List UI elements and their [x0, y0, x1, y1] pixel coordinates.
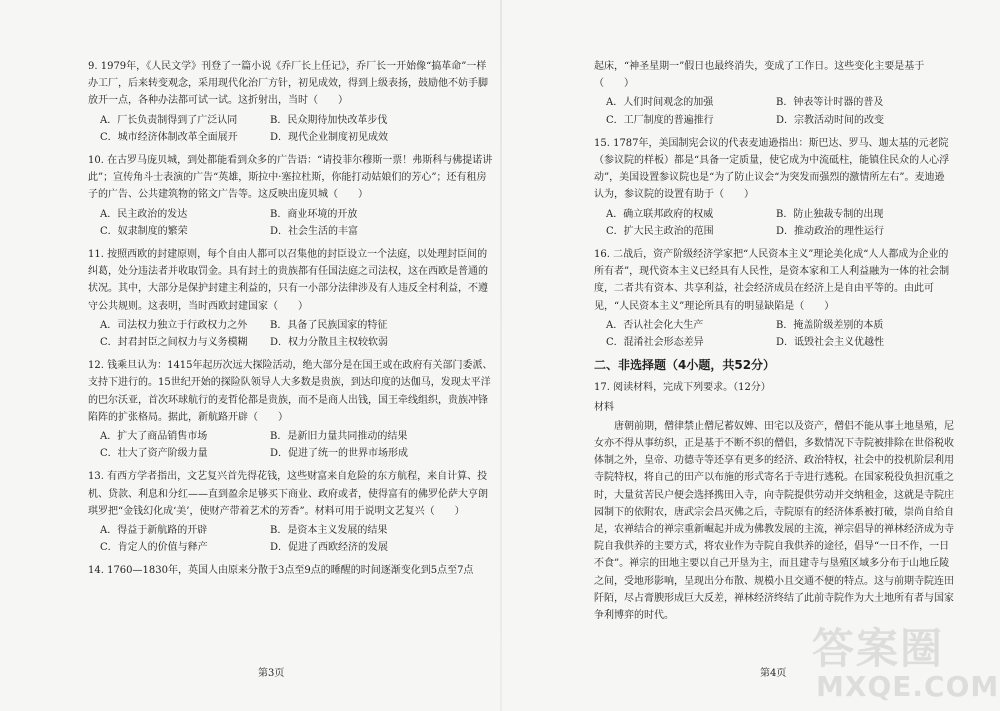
option-a: A．确立联邦政府的权威 — [606, 208, 714, 220]
option-a: A．否认社会化大生产 — [606, 319, 704, 331]
option-c: C．封君封臣之间权力与义务模糊 — [100, 337, 248, 349]
option-c: C．壮大了资产阶级力量 — [100, 448, 208, 460]
watermark-url: MXQE.COM — [816, 670, 1000, 703]
option-d: D．社会生活的丰富 — [270, 225, 359, 237]
page-number-right: 第4页 — [760, 668, 787, 679]
question-12 — [88, 357, 493, 462]
option-d: D．诋毁社会主义优越性 — [776, 337, 885, 349]
right-page — [594, 58, 954, 625]
question-stem: 17. 阅读材料，完成下列要求。（12分） — [594, 382, 771, 394]
options — [606, 94, 954, 128]
option-c: C．肯定人的价值与释产 — [100, 542, 208, 554]
question-stem: 15. 1787年，美国制宪会议的代表麦迪逊指出：斯巴达、罗马、迦太基的元老院（参议院的样板）都是“具备一定质量，使它成为中流砥柱，能镇住民众的人心浮动”，美国设置参议院也是“为了防止议会“为突发而强烈的激情所左右”。麦迪逊认为，参议院的设置有助于（ ） — [594, 137, 950, 201]
option-b: B．是资本主义发展的结果 — [270, 525, 388, 537]
section-title: 二、非选择题（4小题，共52分） — [594, 358, 776, 373]
options — [100, 317, 493, 351]
question-stem: 16. 二战后，资产阶级经济学家把“人民资本主义”理论美化成“人人都成为企业的所有者”，现代资本主义已经具有人民性，是资本家和工人利益融为一体的社会制度，二者共有资本、共享利益，社会经济成员在经济上是自由平等的。由此可见，“人民资本主义”理论所具有的明显缺陷是（ ） — [594, 249, 950, 312]
question-16 — [594, 246, 954, 351]
options — [100, 428, 493, 462]
option-b: B．掩盖阶级差别的本质 — [776, 319, 884, 331]
options — [100, 522, 493, 556]
option-c: C．工厂制度的普遍推行 — [606, 114, 714, 126]
options — [100, 112, 493, 146]
left-page — [88, 58, 493, 581]
option-c: C．扩大民主政治的范围 — [606, 225, 714, 237]
question-17 — [594, 379, 954, 624]
page-fold — [500, 0, 502, 711]
option-a: A．得益于新航路的开辟 — [100, 525, 208, 537]
question-10 — [88, 152, 493, 240]
question-13 — [88, 468, 493, 556]
question-stem: 13. 有西方学者指出，文艺复兴首先得花钱，这些财富来自危险的东方航程，来自计算、投机、贷款、利息和分红——直到盈余足够买下商业、政府或者，使得富有的佛罗伦萨大亨朗琪罗把“金钱幻化成‘美’，使财产带着艺术的芳香”。材料可用于说明文艺复兴（ ） — [88, 471, 488, 517]
question-9 — [88, 58, 493, 146]
option-a: A．扩大了商品销售市场 — [100, 431, 208, 443]
question-14-continued — [594, 58, 954, 129]
question-15 — [594, 135, 954, 240]
question-stem: 起床，“神圣星期一”假日也最终消失，变成了工作日。这些变化主要是基于（ ） — [594, 61, 925, 90]
option-a: A．厂长负责制得到了广泛认同 — [100, 114, 238, 126]
option-b: B．具备了民族国家的特征 — [270, 319, 388, 331]
option-b: B．是新旧力量共同推动的结果 — [270, 431, 408, 443]
page-number-left: 第3页 — [258, 668, 285, 679]
question-stem: 14. 1760—1830年，英国人由原来分散于3点至9点的睡醒的时间逐渐变化到5点至7点 — [88, 565, 474, 577]
question-stem: 10. 在古罗马庞贝城，到处都能看到众多的广告语：“请投菲尔穆斯一票！弗斯科与佛提诺讲此”；宣传角斗士表演的广告“英雄，斯拉中·塞拉杜斯，你能打动姑娘们的芳心”；还有租房子的广告、公共建筑物的铭文广告等。这反映出庞贝城（ ） — [88, 155, 493, 201]
option-d: D．促进了西欧经济的发展 — [270, 542, 389, 554]
option-a: A．民主政治的发达 — [100, 208, 188, 220]
option-b: B．民众期待加快改革步伐 — [270, 114, 388, 126]
question-14-start — [88, 562, 493, 579]
question-stem: 11. 按照西欧的封建原则，每个自由人都可以召集他的封臣设立一个法庭，以处理封臣间的纠葛，处分违法者并收取罚金。具有封土的贵族都有任国法庭之司法权，这在西欧是普通的状况。其中，大部分是保护封建主利益的，只有一小部分法律涉及有人违反全村利益，不遵守公共规则。这表明，当时西欧封建国家（ ） — [88, 249, 488, 312]
option-c: C．城市经济体制改革全面展开 — [100, 131, 238, 143]
option-d: D．宗教活动时间的改变 — [776, 114, 885, 126]
option-d: D．现代企业制度初见成效 — [270, 131, 389, 143]
option-b: B．防止独裁专制的出现 — [776, 208, 884, 220]
material-label: 材料 — [594, 401, 614, 413]
options — [606, 206, 954, 240]
option-c: C．奴隶制度的繁荣 — [100, 225, 188, 237]
option-d: D．促进了统一的世界市场形成 — [270, 448, 409, 460]
watermark-logo — [812, 612, 1000, 707]
option-a: A．司法权力独立于行政权力之外 — [100, 319, 248, 331]
option-c: C．混淆社会形态差异 — [606, 337, 704, 349]
option-b: B．商业环境的开放 — [270, 208, 358, 220]
option-d: D．权力分散且主权较软弱 — [270, 337, 389, 349]
option-d: D．推动政治的理性运行 — [776, 225, 885, 237]
option-a: A．人们时间观念的加强 — [606, 97, 714, 109]
question-stem: 9. 1979年，《人民文学》刊登了一篇小说《乔厂长上任记》，乔厂长一开始像“搞革命”一样办工厂，后来转变观念，采用现代化治厂方针，初见成效，得到上级表扬，鼓励他不妨手脚放开一点，各种办法都可试一试。这折射出，当时（ ） — [88, 61, 488, 107]
material-text: 唐朝前期，僧律禁止僧尼蓄奴婢、田宅以及资产，僧侣不能从事土地垦殖，尼女亦不得从事纺织，正是基于不断不织的僧侣，多数情况下寺院被排除在世俗税收体制之外，皇帝、功德寺等还享有更多的经济、政治特权，社会中的投机阶层利用寺院特权，将自己的田产以布施的形式寄名于寺进行逃税。在国家税役负担沉重之时，大量贫苦民户便会选择携田入寺，向寺院提供劳动并交纳租金，这就是寺院庄园制下的依附农，唐武宗会昌灭佛之后，寺院原有的经济体系被打破，崇尚自给自足，农禅结合的禅宗重新崛起并成为佛教发展的主流，禅宗倡导的禅林经济成为寺院自我供养的主要方式，将农业作为寺院自我供养的途径，倡导“一日不作，一日不食”。禅宗的田地主要以自己开垦为主，而且建寺与垦殖区域多分布于山地丘陵之间，受地形影响，呈现出分布散、规模小且交通不便的特点。这与前期寺院连田阡陌，尽占膏腴形成巨大反差，禅林经济终结了此前寺院作为大土地所有者与国家争利博弈的时代。 — [594, 420, 954, 622]
options — [606, 317, 954, 351]
watermark-text: 答案圈 — [812, 624, 945, 673]
option-b: B．钟表等计时器的普及 — [776, 97, 884, 109]
question-11 — [88, 246, 493, 351]
options — [100, 206, 493, 240]
question-stem: 12. 钱乘旦认为：1415年起历次远大探险活动，绝大部分是在国王或在政府有关部门委派、支持下进行的。15世纪开始的探险队领导人大多数是贵族，到达印度的达伽马，发现太平洋的巴尔沃亚，首次环球航行的麦哲伦都是贵族，而不是商人出钱，国王牵线组织，贵族冲锋陷阵的扩张格局。据此，新航路开辟（ ） — [88, 360, 493, 423]
